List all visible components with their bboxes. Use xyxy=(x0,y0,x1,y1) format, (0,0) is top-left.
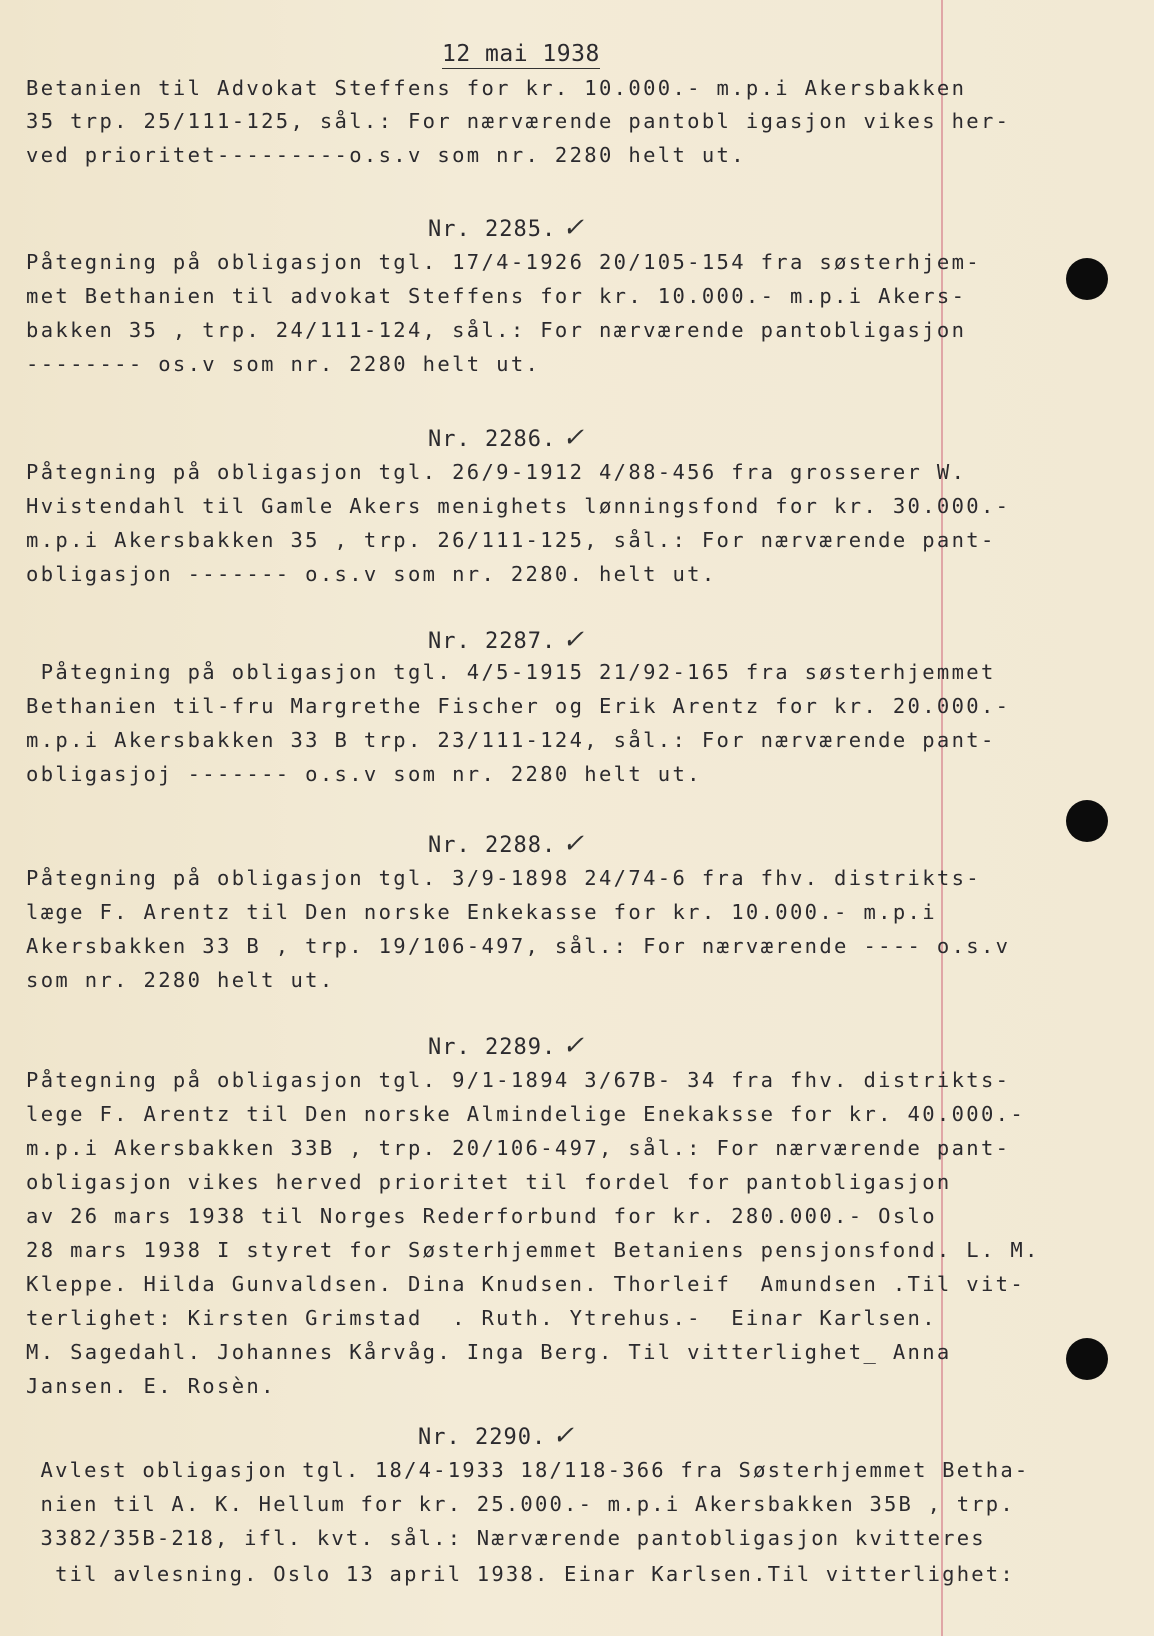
text-line: 3382/35B-218, ifl. kvt. sål.: Nærværende pantobligasjon kvitteres xyxy=(26,1526,986,1550)
entry-number-label: Nr. 2286. xyxy=(428,427,557,452)
text-line: ved prioritet---------o.s.v som nr. 2280 helt ut. xyxy=(26,143,746,167)
entry-number-label: Nr. 2287. xyxy=(428,629,557,654)
entry-number xyxy=(428,626,585,656)
text-line: lege F. Arentz til Den norske Almindelige Enekaksse for kr. 40.000.- xyxy=(26,1102,1026,1126)
entry-number-label: Nr. 2290. xyxy=(418,1425,547,1450)
entry-number xyxy=(428,1032,585,1062)
text-line: met Bethanien til advokat Steffens for kr. 10.000.- m.p.i Akers- xyxy=(26,284,967,308)
text-line: Akersbakken 33 B , trp. 19/106-497, sål.: For nærværende ---- o.s.v xyxy=(26,934,1011,958)
checkmark-icon: ✓ xyxy=(562,829,586,859)
text-line: Bethanien til-fru Margrethe Fischer og Erik Arentz for kr. 20.000.- xyxy=(26,694,1011,718)
entry-number-label: Nr. 2289. xyxy=(428,1035,557,1060)
text-line: Påtegning på obligasjon tgl. 9/1-1894 3/67B- 34 fra fhv. distrikts- xyxy=(26,1068,1011,1092)
text-line: obligasjoj ------- o.s.v som nr. 2280 helt ut. xyxy=(26,762,702,786)
checkmark-icon: ✓ xyxy=(562,1031,586,1061)
text-line: M. Sagedahl. Johannes Kårvåg. Inga Berg. Til vitterlighet_ Anna xyxy=(26,1340,952,1364)
entry-number xyxy=(428,830,585,860)
text-line: Påtegning på obligasjon tgl. 4/5-1915 21/92-165 fra søsterhjemmet xyxy=(26,660,996,684)
checkmark-icon: ✓ xyxy=(562,213,586,243)
text-line: læge F. Arentz til Den norske Enkekasse for kr. 10.000.- m.p.i xyxy=(26,900,937,924)
text-line: m.p.i Akersbakken 33 B trp. 23/111-124, sål.: For nærværende pant- xyxy=(26,728,996,752)
text-line: m.p.i Akersbakken 33B , trp. 20/106-497, sål.: For nærværende pant- xyxy=(26,1136,1011,1160)
text-line: Påtegning på obligasjon tgl. 3/9-1898 24/74-6 fra fhv. distrikts- xyxy=(26,866,981,890)
text-line: som nr. 2280 helt ut. xyxy=(26,968,335,992)
text-line: Påtegning på obligasjon tgl. 17/4-1926 20/105-154 fra søsterhjem- xyxy=(26,250,981,274)
checkmark-icon: ✓ xyxy=(562,625,586,655)
text-line: -------- os.v som nr. 2280 helt ut. xyxy=(26,352,541,376)
text-line: obligasjon ------- o.s.v som nr. 2280. helt ut. xyxy=(26,562,717,586)
text-line: 35 trp. 25/111-125, sål.: For nærværende pantobl igasjon vikes her- xyxy=(26,109,1011,133)
text-line: Kleppe. Hilda Gunvaldsen. Dina Knudsen. Thorleif Amundsen .Til vit- xyxy=(26,1272,1026,1296)
text-line: Jansen. E. Rosèn. xyxy=(26,1374,276,1398)
entry-number xyxy=(418,1422,575,1452)
checkmark-icon: ✓ xyxy=(552,1421,576,1451)
text-line: Avlest obligasjon tgl. 18/4-1933 18/118-366 fra Søsterhjemmet Betha- xyxy=(26,1458,1030,1482)
checkmark-icon: ✓ xyxy=(562,423,586,453)
text-line: terlighet: Kirsten Grimstad . Ruth. Ytrehus.- Einar Karlsen. xyxy=(26,1306,937,1330)
text-line: Påtegning på obligasjon tgl. 26/9-1912 4/88-456 fra grosserer W. xyxy=(26,460,967,484)
punch-hole xyxy=(1066,800,1108,842)
entry-number-label: Nr. 2285. xyxy=(428,217,557,242)
text-line: Hvistendahl til Gamle Akers menighets lønningsfond for kr. 30.000.- xyxy=(26,494,1011,518)
page-date-header: 12 mai 1938 xyxy=(442,41,600,67)
text-line: nien til A. K. Hellum for kr. 25.000.- m.p.i Akersbakken 35B , trp. xyxy=(26,1492,1015,1516)
entry-number xyxy=(428,214,585,244)
text-line: m.p.i Akersbakken 35 , trp. 26/111-125, sål.: For nærværende pant- xyxy=(26,528,996,552)
text-line: obligasjon vikes herved prioritet til fordel for pantobligasjon xyxy=(26,1170,952,1194)
text-line: Betanien til Advokat Steffens for kr. 10.000.- m.p.i Akersbakken xyxy=(26,76,967,100)
text-line: til avlesning. Oslo 13 april 1938. Einar Karlsen.Til vitterlighet: xyxy=(26,1562,1015,1586)
text-line: bakken 35 , trp. 24/111-124, sål.: For nærværende pantobligasjon xyxy=(26,318,967,342)
text-line: av 26 mars 1938 til Norges Rederforbund for kr. 280.000.- Oslo xyxy=(26,1204,937,1228)
margin-line xyxy=(941,0,943,1636)
text-line: 28 mars 1938 I styret for Søsterhjemmet Betaniens pensjonsfond. L. M. xyxy=(26,1238,1040,1262)
punch-hole xyxy=(1066,1338,1108,1380)
entry-number xyxy=(428,424,585,454)
entry-number-label: Nr. 2288. xyxy=(428,833,557,858)
punch-hole xyxy=(1066,258,1108,300)
